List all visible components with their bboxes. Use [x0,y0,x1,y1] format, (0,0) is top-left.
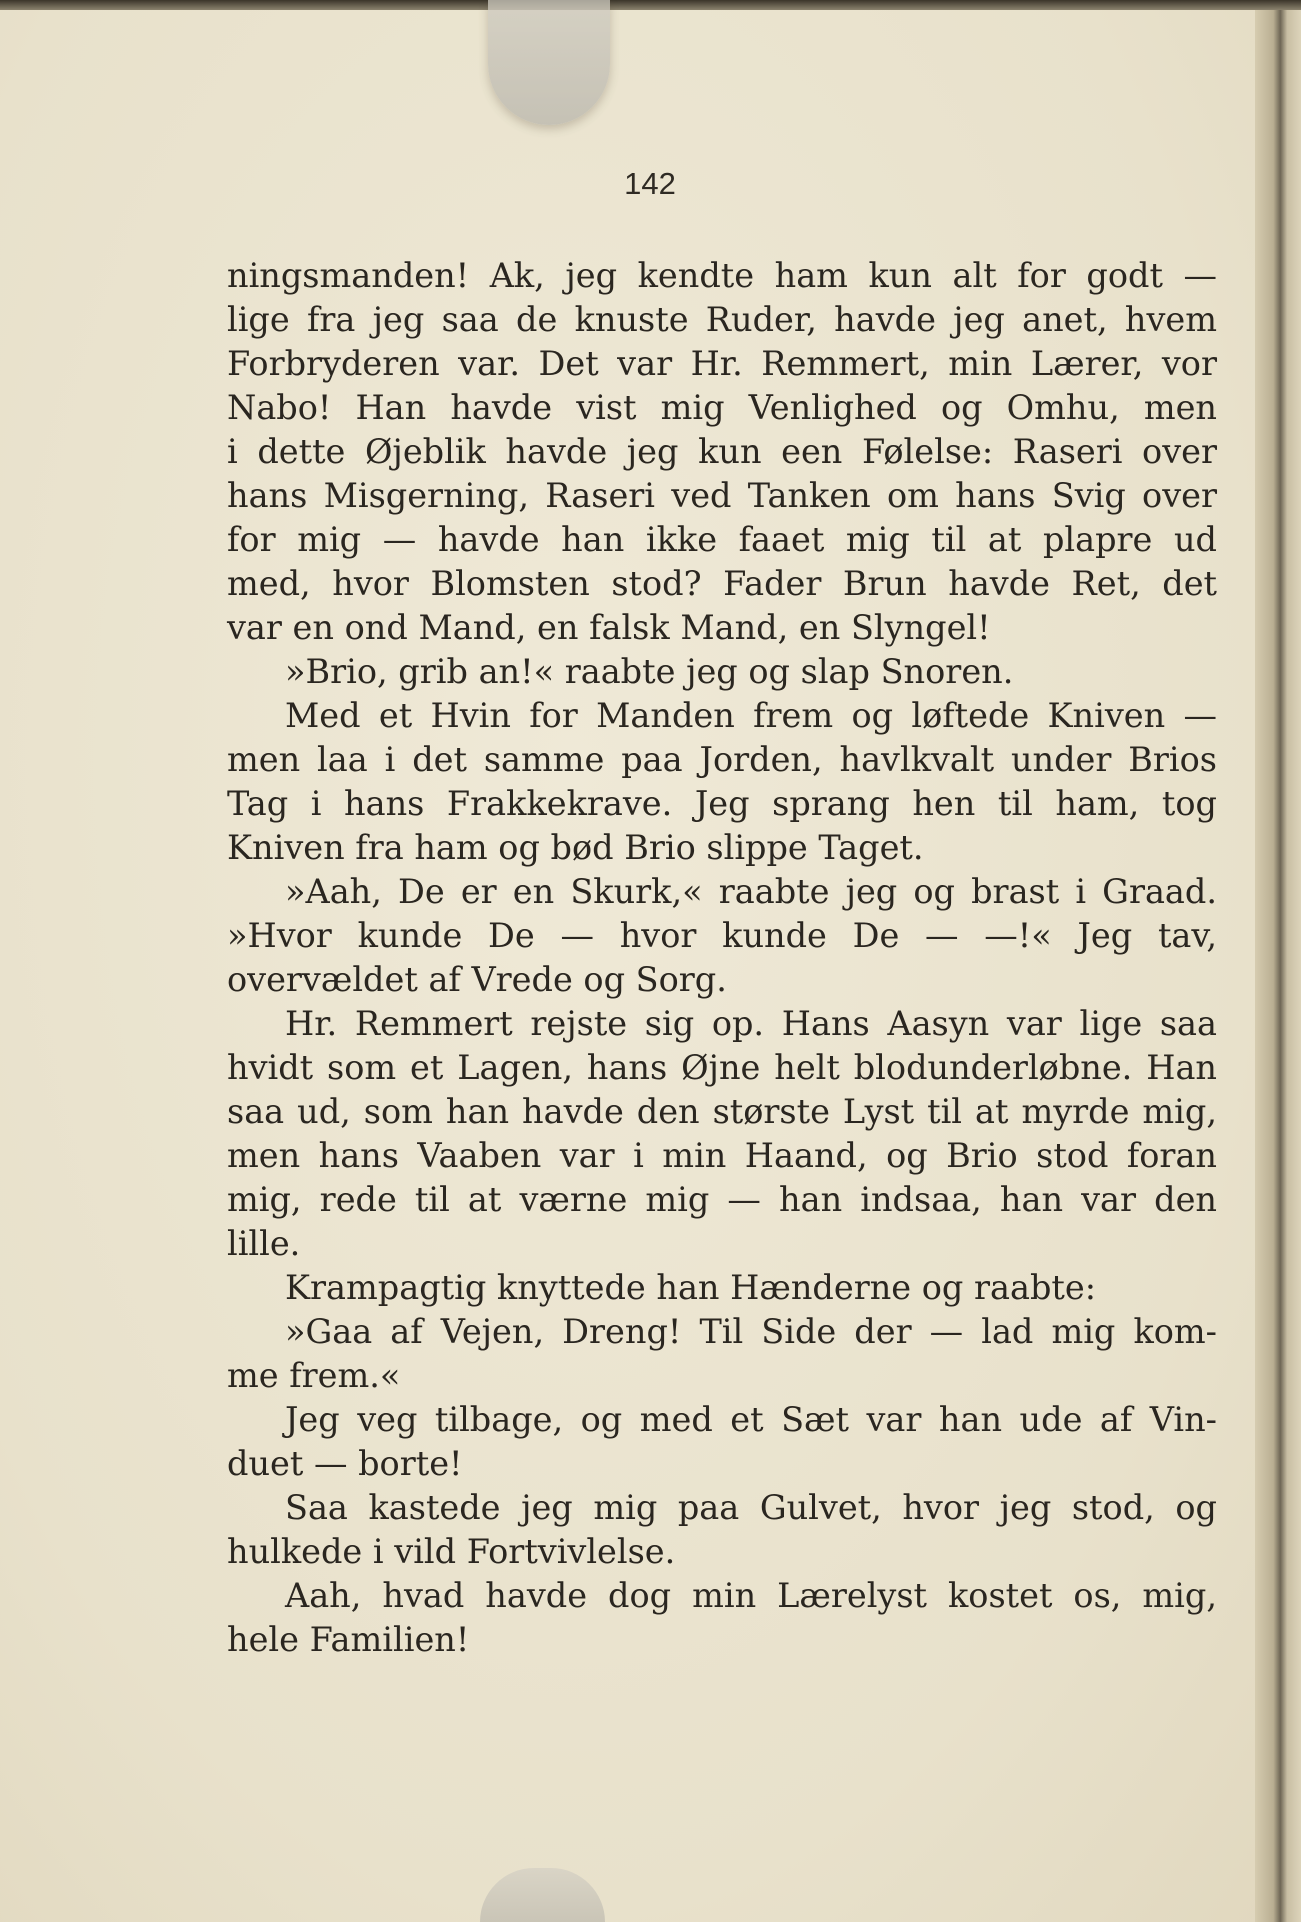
text-line: saa ud, som han havde den største Lyst til at myrde mig, [227,1092,1217,1131]
text-line: Aah, hvad havde dog min Lærelyst kostet os, mig, [285,1576,1217,1615]
text-line: men hans Vaaben var i min Haand, og Brio stod foran [227,1136,1217,1175]
text-line: me frem.« [227,1356,401,1395]
text-line: Nabo! Han havde vist mig Venlighed og Omhu, men [227,388,1217,427]
text-line: hulkede i vild Fortvivlelse. [227,1532,676,1571]
text-line: »Aah, De er en Skurk,« raabte jeg og brast i Graad. [285,872,1217,911]
text-line: var en ond Mand, en falsk Mand, en Slyngel! [227,608,991,647]
text-line: Forbryderen var. Det var Hr. Remmert, min Lærer, vor [227,344,1217,383]
text-line: overvældet af Vrede og Sorg. [227,960,727,999]
page-number: 142 [624,166,676,201]
text-line: Jeg veg tilbage, og med et Sæt var han ude af Vin- [285,1400,1217,1439]
text-line: duet — borte! [227,1444,463,1483]
text-line: Kniven fra ham og bød Brio slippe Taget. [227,828,924,867]
text-line: »Hvor kunde De — hvor kunde De — —!« Jeg tav, [227,916,1217,955]
body-text [227,254,1217,1662]
text-line: »Brio, grib an!« raabte jeg og slap Snoren. [285,652,1014,691]
text-line: ningsmanden! Ak, jeg kendte ham kun alt for godt — [227,256,1217,295]
text-line: Saa kastede jeg mig paa Gulvet, hvor jeg stod, og [285,1488,1217,1527]
text-line: Krampagtig knyttede han Hænderne og raabte: [285,1268,1097,1307]
book-spine [1255,0,1301,1922]
text-line: hele Familien! [227,1620,470,1659]
page-clip-top [488,0,610,125]
page-top-edge [0,0,1301,10]
text-line: »Gaa af Vejen, Dreng! Til Side der — lad mig kom- [285,1312,1217,1351]
text-line: Med et Hvin for Manden frem og løftede Kniven — [285,696,1217,735]
text-line: i dette Øjeblik havde jeg kun een Følelse: Raseri over [227,432,1217,471]
text-line: med, hvor Blomsten stod? Fader Brun havde Ret, det [227,564,1217,603]
text-line: lille. [227,1224,301,1263]
text-line: men laa i det samme paa Jorden, havlkvalt under Brios [227,740,1217,779]
text-line: hvidt som et Lagen, hans Øjne helt blodunderløbne. Han [227,1048,1217,1087]
text-line: for mig — havde han ikke faaet mig til at plapre ud [227,520,1217,559]
text-line: Hr. Remmert rejste sig op. Hans Aasyn var lige saa [285,1004,1217,1043]
text-line: hans Misgerning, Raseri ved Tanken om hans Svig over [227,476,1217,515]
text-line: lige fra jeg saa de knuste Ruder, havde jeg anet, hvem [227,300,1217,339]
text-line: mig, rede til at værne mig — han indsaa, han var den [227,1180,1217,1219]
text-line: Tag i hans Frakkekrave. Jeg sprang hen til ham, tog [227,784,1217,823]
